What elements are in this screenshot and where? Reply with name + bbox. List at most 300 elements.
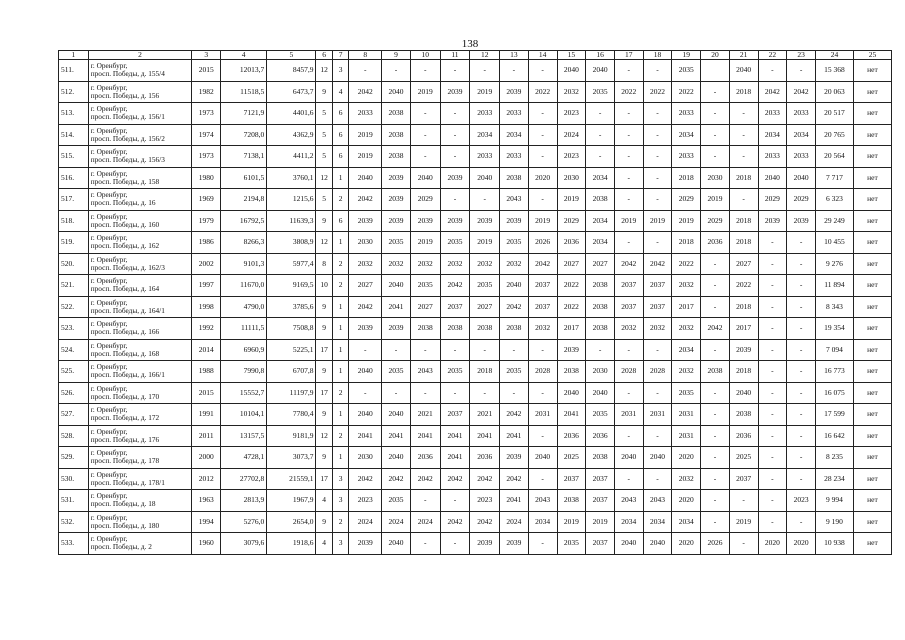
cell-col-8: 2039 <box>349 318 382 340</box>
cell-col-13: 2043 <box>500 189 529 211</box>
cell-col-10: 2019 <box>410 81 440 103</box>
cell-col-13: 2032 <box>500 253 529 275</box>
address-city: г. Оренбург, <box>90 104 128 114</box>
cell-col-21: 2040 <box>729 60 758 82</box>
cell-col-14: - <box>528 146 557 168</box>
cell-col-24: 15 368 <box>815 60 853 82</box>
cell-col-4: 6960,9 <box>221 339 267 361</box>
cell-col-10: - <box>410 490 440 512</box>
cell-col-22: - <box>758 447 787 469</box>
address-street: просп. Победы, д. 18 <box>90 499 156 509</box>
address-city: г. Оренбург, <box>90 383 128 393</box>
cell-col-3: 1998 <box>192 296 221 318</box>
cell-col-20: 2029 <box>701 210 730 232</box>
cell-col-11: 2039 <box>440 167 470 189</box>
cell-col-24: 20 063 <box>815 81 853 103</box>
cell-col-8: 2030 <box>349 447 382 469</box>
cell-col-23: 2029 <box>787 189 816 211</box>
cell-col-4: 12013,7 <box>221 60 267 82</box>
cell-col-18: 2034 <box>643 511 672 533</box>
address-street: просп. Победы, д. 162/3 <box>90 262 165 272</box>
cell-col-25: нет <box>853 253 891 275</box>
cell-col-17: - <box>614 468 643 490</box>
cell-col-15: 2019 <box>557 189 586 211</box>
cell-col-13: 2042 <box>500 468 529 490</box>
cell-col-18: - <box>643 382 672 404</box>
cell-col-11: - <box>440 533 470 555</box>
cell-col-23: 2023 <box>787 490 816 512</box>
cell-col-12: - <box>470 60 500 82</box>
cell-col-17: 2028 <box>614 361 643 383</box>
address-city: г. Оренбург, <box>90 448 128 458</box>
cell-col-13: - <box>500 60 529 82</box>
cell-col-12: 2039 <box>470 210 500 232</box>
row-number: 513. <box>59 103 89 125</box>
cell-col-17: 2019 <box>614 210 643 232</box>
row-number: 527. <box>59 404 89 426</box>
cell-col-23: - <box>787 318 816 340</box>
cell-col-4: 7208,0 <box>221 124 267 146</box>
cell-col-25: нет <box>853 447 891 469</box>
cell-col-14: 2032 <box>528 318 557 340</box>
cell-col-4: 7138,1 <box>221 146 267 168</box>
table-row <box>59 425 892 447</box>
cell-col-3: 2011 <box>192 425 221 447</box>
cell-col-3: 1969 <box>192 189 221 211</box>
cell-col-4: 15552,7 <box>221 382 267 404</box>
cell-col-10: 2027 <box>410 296 440 318</box>
cell-col-22: - <box>758 232 787 254</box>
cell-col-6: 9 <box>316 296 332 318</box>
column-header-20: 20 <box>701 51 730 60</box>
column-header-10: 10 <box>410 51 440 60</box>
cell-col-15: 2022 <box>557 275 586 297</box>
row-number: 526. <box>59 382 89 404</box>
column-header-14: 14 <box>528 51 557 60</box>
cell-col-7: 2 <box>332 511 348 533</box>
cell-col-6: 17 <box>316 382 332 404</box>
cell-col-19: 2018 <box>672 232 701 254</box>
cell-col-9: - <box>382 339 411 361</box>
table-row <box>59 232 892 254</box>
cell-col-19: 2029 <box>672 189 701 211</box>
table-row <box>59 533 892 555</box>
cell-col-11: 2041 <box>440 425 470 447</box>
cell-col-5: 9181,9 <box>267 425 316 447</box>
cell-col-9: 2039 <box>382 318 411 340</box>
cell-col-17: 2037 <box>614 275 643 297</box>
cell-col-10: 2038 <box>410 318 440 340</box>
cell-col-7: 2 <box>332 189 348 211</box>
cell-col-20: - <box>701 404 730 426</box>
cell-col-15: 2038 <box>557 361 586 383</box>
table-row <box>59 361 892 383</box>
cell-col-24: 7 717 <box>815 167 853 189</box>
cell-col-22: 2029 <box>758 189 787 211</box>
cell-col-3: 2014 <box>192 339 221 361</box>
row-number: 530. <box>59 468 89 490</box>
cell-col-4: 10104,1 <box>221 404 267 426</box>
cell-col-23: - <box>787 275 816 297</box>
cell-col-5: 4411,2 <box>267 146 316 168</box>
cell-col-15: 2036 <box>557 232 586 254</box>
cell-col-8: 2019 <box>349 124 382 146</box>
cell-col-6: 12 <box>316 167 332 189</box>
cell-col-20: - <box>701 81 730 103</box>
address-city: г. Оренбург, <box>90 82 128 92</box>
cell-col-21: 2027 <box>729 253 758 275</box>
cell-col-10: - <box>410 60 440 82</box>
cell-col-9: - <box>382 382 411 404</box>
cell-col-6: 5 <box>316 189 332 211</box>
cell-col-25: нет <box>853 296 891 318</box>
address-street: просп. Победы, д. 176 <box>90 434 160 444</box>
address-street: просп. Победы, д. 162 <box>90 241 160 251</box>
cell-col-12: - <box>470 339 500 361</box>
cell-col-11: - <box>440 339 470 361</box>
cell-col-15: 2041 <box>557 404 586 426</box>
row-number: 520. <box>59 253 89 275</box>
table-row <box>59 253 892 275</box>
cell-col-7: 6 <box>332 124 348 146</box>
cell-col-21: - <box>729 189 758 211</box>
cell-col-24: 16 075 <box>815 382 853 404</box>
cell-col-3: 1992 <box>192 318 221 340</box>
cell-col-5: 3073,7 <box>267 447 316 469</box>
cell-col-21: 2018 <box>729 210 758 232</box>
cell-col-21: - <box>729 146 758 168</box>
table-row <box>59 103 892 125</box>
address-street: просп. Победы, д. 156 <box>90 90 160 100</box>
address-city: г. Оренбург, <box>90 254 128 264</box>
cell-col-6: 4 <box>316 533 332 555</box>
cell-col-3: 1986 <box>192 232 221 254</box>
cell-col-20: 2042 <box>701 318 730 340</box>
cell-col-21: - <box>729 533 758 555</box>
cell-col-14: 2028 <box>528 361 557 383</box>
cell-col-25: нет <box>853 232 891 254</box>
cell-col-24: 11 894 <box>815 275 853 297</box>
cell-col-25: нет <box>853 318 891 340</box>
cell-col-7: 6 <box>332 146 348 168</box>
cell-col-20: - <box>701 103 730 125</box>
cell-col-11: - <box>440 103 470 125</box>
cell-col-21: 2025 <box>729 447 758 469</box>
cell-col-15: 2017 <box>557 318 586 340</box>
cell-col-3: 1982 <box>192 81 221 103</box>
cell-col-15: 2039 <box>557 339 586 361</box>
cell-col-12: - <box>470 189 500 211</box>
cell-col-19: 2032 <box>672 275 701 297</box>
column-header-4: 4 <box>221 51 267 60</box>
cell-col-12: 2033 <box>470 103 500 125</box>
cell-col-22: 2034 <box>758 124 787 146</box>
cell-col-17: - <box>614 124 643 146</box>
cell-col-14: 2019 <box>528 210 557 232</box>
address-city: г. Оренбург, <box>90 512 128 522</box>
address-street: просп. Победы, д. 168 <box>90 348 160 358</box>
cell-col-22: - <box>758 296 787 318</box>
cell-col-12: 2021 <box>470 404 500 426</box>
cell-col-16: 2038 <box>586 189 615 211</box>
table-header <box>59 51 892 60</box>
cell-col-23: - <box>787 361 816 383</box>
cell-col-20: - <box>701 124 730 146</box>
address-street: просп. Победы, д. 172 <box>90 413 160 423</box>
cell-col-13: 2042 <box>500 296 529 318</box>
cell-col-8: 2040 <box>349 404 382 426</box>
cell-col-5: 5225,1 <box>267 339 316 361</box>
cell-col-19: 2031 <box>672 404 701 426</box>
cell-col-17: - <box>614 103 643 125</box>
cell-col-15: 2032 <box>557 81 586 103</box>
cell-col-9: 2040 <box>382 533 411 555</box>
cell-col-10: 2019 <box>410 232 440 254</box>
cell-col-17: 2037 <box>614 296 643 318</box>
cell-col-24: 16 642 <box>815 425 853 447</box>
cell-col-8: 2030 <box>349 232 382 254</box>
cell-col-3: 2015 <box>192 382 221 404</box>
cell-col-9: 2035 <box>382 490 411 512</box>
cell-col-7: 1 <box>332 318 348 340</box>
cell-col-21: 2038 <box>729 404 758 426</box>
cell-col-13: 2034 <box>500 124 529 146</box>
address-city: г. Оренбург, <box>90 362 128 372</box>
cell-col-25: нет <box>853 339 891 361</box>
cell-col-4: 2194,8 <box>221 189 267 211</box>
column-header-24: 24 <box>815 51 853 60</box>
cell-col-21: 2018 <box>729 361 758 383</box>
cell-col-13: 2035 <box>500 232 529 254</box>
cell-col-3: 1997 <box>192 275 221 297</box>
cell-col-16: 2040 <box>586 382 615 404</box>
cell-col-4: 4790,0 <box>221 296 267 318</box>
cell-col-21: - <box>729 103 758 125</box>
cell-col-16: 2035 <box>586 404 615 426</box>
cell-col-12: 2032 <box>470 253 500 275</box>
cell-col-17: - <box>614 146 643 168</box>
cell-col-24: 20 517 <box>815 103 853 125</box>
column-header-16: 16 <box>586 51 615 60</box>
column-header-1: 1 <box>59 51 89 60</box>
cell-col-4: 27702,8 <box>221 468 267 490</box>
cell-col-12: 2035 <box>470 275 500 297</box>
cell-col-6: 12 <box>316 232 332 254</box>
address-street: просп. Победы, д. 160 <box>90 219 160 229</box>
cell-col-14: - <box>528 124 557 146</box>
table-row <box>59 189 892 211</box>
cell-col-15: 2027 <box>557 253 586 275</box>
address-street: просп. Победы, д. 158 <box>90 176 160 186</box>
cell-col-3: 1994 <box>192 511 221 533</box>
cell-col-8: - <box>349 60 382 82</box>
cell-col-4: 13157,5 <box>221 425 267 447</box>
address-city: г. Оренбург, <box>90 426 128 436</box>
cell-col-9: - <box>382 60 411 82</box>
cell-col-17: - <box>614 339 643 361</box>
address-street: просп. Победы, д. 178/1 <box>90 477 165 487</box>
cell-col-3: 2012 <box>192 468 221 490</box>
cell-col-17: 2022 <box>614 81 643 103</box>
cell-col-12: 2040 <box>470 167 500 189</box>
table-body <box>59 60 892 555</box>
cell-col-13: 2039 <box>500 533 529 555</box>
cell-col-24: 19 354 <box>815 318 853 340</box>
cell-col-10: 2039 <box>410 210 440 232</box>
cell-col-19: 2033 <box>672 103 701 125</box>
cell-col-21: - <box>729 124 758 146</box>
cell-col-7: 4 <box>332 81 348 103</box>
cell-col-12: 2042 <box>470 511 500 533</box>
address-cell <box>88 404 192 426</box>
cell-col-15: 2025 <box>557 447 586 469</box>
cell-col-24: 8 343 <box>815 296 853 318</box>
cell-col-25: нет <box>853 361 891 383</box>
cell-col-8: 2027 <box>349 275 382 297</box>
cell-col-23: 2034 <box>787 124 816 146</box>
cell-col-14: 2020 <box>528 167 557 189</box>
address-cell <box>88 275 192 297</box>
table-row <box>59 146 892 168</box>
cell-col-22: 2033 <box>758 146 787 168</box>
cell-col-22: - <box>758 490 787 512</box>
cell-col-11: - <box>440 189 470 211</box>
cell-col-8: - <box>349 339 382 361</box>
cell-col-8: 2039 <box>349 533 382 555</box>
table-row <box>59 275 892 297</box>
cell-col-17: 2031 <box>614 404 643 426</box>
cell-col-19: 2034 <box>672 124 701 146</box>
address-street: просп. Победы, д. 164 <box>90 284 160 294</box>
cell-col-6: 12 <box>316 425 332 447</box>
cell-col-12: 2018 <box>470 361 500 383</box>
cell-col-25: нет <box>853 468 891 490</box>
cell-col-25: нет <box>853 146 891 168</box>
cell-col-10: 2032 <box>410 253 440 275</box>
cell-col-25: нет <box>853 511 891 533</box>
address-cell <box>88 447 192 469</box>
cell-col-4: 7121,9 <box>221 103 267 125</box>
cell-col-16: 2037 <box>586 533 615 555</box>
cell-col-15: 2036 <box>557 425 586 447</box>
cell-col-8: 2033 <box>349 103 382 125</box>
cell-col-6: 10 <box>316 275 332 297</box>
column-header-11: 11 <box>440 51 470 60</box>
cell-col-8: 2042 <box>349 468 382 490</box>
address-city: г. Оренбург, <box>90 125 128 135</box>
cell-col-7: 3 <box>332 533 348 555</box>
address-city: г. Оренбург, <box>90 405 128 415</box>
address-street: просп. Победы, д. 166/1 <box>90 370 165 380</box>
cell-col-7: 3 <box>332 468 348 490</box>
column-header-19: 19 <box>672 51 701 60</box>
cell-col-3: 1991 <box>192 404 221 426</box>
cell-col-22: 2033 <box>758 103 787 125</box>
cell-col-15: 2035 <box>557 533 586 555</box>
address-street: просп. Победы, д. 164/1 <box>90 305 165 315</box>
cell-col-21: 2018 <box>729 167 758 189</box>
cell-col-18: - <box>643 468 672 490</box>
cell-col-13: 2035 <box>500 361 529 383</box>
cell-col-18: 2032 <box>643 318 672 340</box>
cell-col-18: - <box>643 60 672 82</box>
cell-col-12: 2033 <box>470 146 500 168</box>
address-street: просп. Победы, д. 156/2 <box>90 133 165 143</box>
cell-col-11: 2039 <box>440 81 470 103</box>
table-row <box>59 167 892 189</box>
address-city: г. Оренбург, <box>90 319 128 329</box>
cell-col-7: 1 <box>332 447 348 469</box>
cell-col-22: 2042 <box>758 81 787 103</box>
cell-col-9: 2039 <box>382 167 411 189</box>
address-cell <box>88 232 192 254</box>
cell-col-21: 2039 <box>729 339 758 361</box>
cell-col-4: 16792,5 <box>221 210 267 232</box>
cell-col-19: 2034 <box>672 339 701 361</box>
cell-col-18: 2028 <box>643 361 672 383</box>
cell-col-8: 2041 <box>349 425 382 447</box>
column-header-17: 17 <box>614 51 643 60</box>
cell-col-3: 2015 <box>192 60 221 82</box>
cell-col-7: 3 <box>332 490 348 512</box>
cell-col-14: - <box>528 382 557 404</box>
cell-col-22: - <box>758 361 787 383</box>
cell-col-14: 2037 <box>528 275 557 297</box>
address-city: г. Оренбург, <box>90 469 128 479</box>
row-number: 512. <box>59 81 89 103</box>
cell-col-18: - <box>643 167 672 189</box>
cell-col-18: 2031 <box>643 404 672 426</box>
column-header-6: 6 <box>316 51 332 60</box>
cell-col-17: - <box>614 167 643 189</box>
cell-col-20: - <box>701 447 730 469</box>
cell-col-12: 2034 <box>470 124 500 146</box>
address-street: просп. Победы, д. 178 <box>90 456 160 466</box>
cell-col-16: 2036 <box>586 425 615 447</box>
cell-col-13: 2039 <box>500 81 529 103</box>
cell-col-5: 11639,3 <box>267 210 316 232</box>
cell-col-22: 2039 <box>758 210 787 232</box>
cell-col-7: 1 <box>332 361 348 383</box>
address-cell <box>88 253 192 275</box>
cell-col-5: 2654,0 <box>267 511 316 533</box>
column-header-7: 7 <box>332 51 348 60</box>
cell-col-10: - <box>410 103 440 125</box>
address-cell <box>88 81 192 103</box>
cell-col-17: 2042 <box>614 253 643 275</box>
column-header-3: 3 <box>192 51 221 60</box>
cell-col-19: 2032 <box>672 468 701 490</box>
table-row <box>59 339 892 361</box>
row-number: 518. <box>59 210 89 232</box>
cell-col-14: - <box>528 189 557 211</box>
cell-col-13: 2038 <box>500 318 529 340</box>
cell-col-10: 2043 <box>410 361 440 383</box>
cell-col-14: 2031 <box>528 404 557 426</box>
cell-col-17: 2043 <box>614 490 643 512</box>
cell-col-14: 2022 <box>528 81 557 103</box>
cell-col-12: 2041 <box>470 425 500 447</box>
cell-col-6: 8 <box>316 253 332 275</box>
cell-col-13: 2042 <box>500 404 529 426</box>
cell-col-10: 2040 <box>410 167 440 189</box>
cell-col-25: нет <box>853 103 891 125</box>
cell-col-13: 2033 <box>500 146 529 168</box>
cell-col-20: - <box>701 296 730 318</box>
address-cell <box>88 189 192 211</box>
cell-col-25: нет <box>853 490 891 512</box>
cell-col-10: 2035 <box>410 275 440 297</box>
